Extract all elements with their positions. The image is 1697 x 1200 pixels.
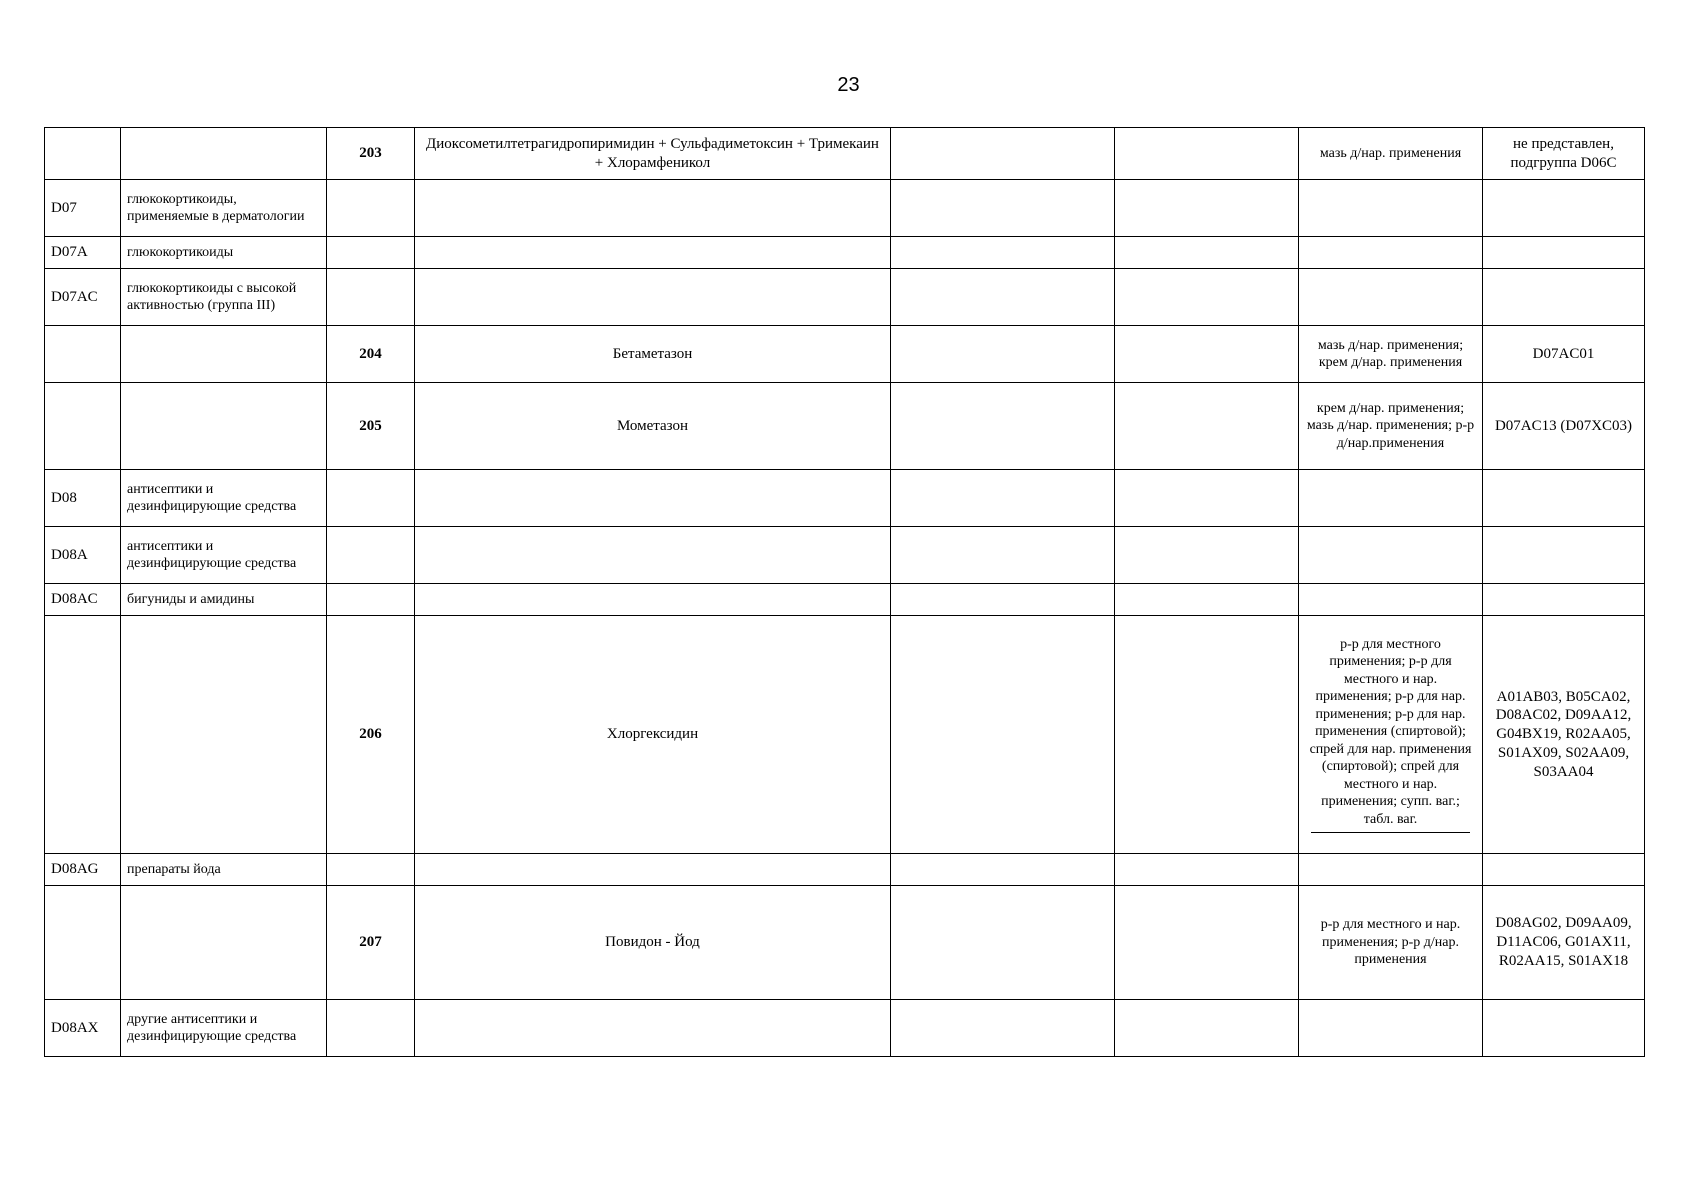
item-number-cell: 204: [327, 326, 415, 383]
empty-cell: [1115, 383, 1299, 470]
drug-name-cell: [415, 854, 891, 886]
atc-group-name-cell: [121, 616, 327, 854]
atc-code-cell: [1483, 527, 1645, 584]
atc-group-code-cell: [45, 616, 121, 854]
atc-code-cell: [1483, 269, 1645, 326]
atc-group-name-cell: препараты йода: [121, 854, 327, 886]
dosage-form-cell: мазь д/нар. применения; крем д/нар. применения: [1299, 326, 1483, 383]
empty-cell: [891, 128, 1115, 180]
empty-cell: [891, 326, 1115, 383]
atc-code-cell: A01AB03, B05CA02, D08AC02, D09AA12, G04BX19, R02AA05, S01AX09, S02AA09, S03AA04: [1483, 616, 1645, 854]
atc-group-name-cell: глюкокортикоиды: [121, 237, 327, 269]
drug-name-cell: [415, 237, 891, 269]
empty-cell: [891, 1000, 1115, 1057]
drug-name-cell: [415, 180, 891, 237]
drug-name-cell: Диоксометилтетрагидропиримидин + Сульфадиметоксин + Тримекаин + Хлорамфеникол: [415, 128, 891, 180]
dosage-form-cell: [1299, 237, 1483, 269]
item-number-cell: 207: [327, 886, 415, 1000]
item-number-cell: [327, 470, 415, 527]
empty-cell: [891, 383, 1115, 470]
drug-name-cell: [415, 1000, 891, 1057]
dosage-form-cell: [1299, 527, 1483, 584]
empty-cell: [1115, 886, 1299, 1000]
atc-group-name-cell: антисептики и дезинфицирующие средства: [121, 527, 327, 584]
atc-group-code-cell: [45, 326, 121, 383]
page-number: 23: [837, 74, 860, 96]
cell-divider: [1311, 832, 1470, 833]
drug-name-cell: Бетаметазон: [415, 326, 891, 383]
dosage-form-cell: [1299, 470, 1483, 527]
dosage-form-cell: [1299, 269, 1483, 326]
empty-cell: [891, 527, 1115, 584]
empty-cell: [1115, 269, 1299, 326]
atc-code-cell: [1483, 854, 1645, 886]
drug-name-cell: [415, 470, 891, 527]
atc-code-cell: D07AC13 (D07XC03): [1483, 383, 1645, 470]
empty-cell: [1115, 128, 1299, 180]
atc-group-code-cell: [45, 886, 121, 1000]
atc-code-cell: D08AG02, D09AA09, D11AC06, G01AX11, R02AA15, S01AX18: [1483, 886, 1645, 1000]
empty-cell: [1115, 854, 1299, 886]
item-number-cell: [327, 180, 415, 237]
item-number-cell: [327, 237, 415, 269]
table-row: [45, 616, 1645, 854]
table-row: [45, 1000, 1645, 1057]
dosage-form-cell: [1299, 854, 1483, 886]
dosage-form-cell: р-р для местного и нар. применения; р-р д/нар. применения: [1299, 886, 1483, 1000]
empty-cell: [891, 616, 1115, 854]
drug-name-cell: Хлоргексидин: [415, 616, 891, 854]
atc-code-cell: [1483, 237, 1645, 269]
item-number-cell: [327, 269, 415, 326]
table-row: [45, 269, 1645, 326]
empty-cell: [1115, 326, 1299, 383]
atc-group-code-cell: D08: [45, 470, 121, 527]
table-row: [45, 584, 1645, 616]
drug-name-cell: [415, 269, 891, 326]
atc-code-cell: [1483, 584, 1645, 616]
drug-name-cell: [415, 527, 891, 584]
empty-cell: [891, 886, 1115, 1000]
atc-group-name-cell: [121, 128, 327, 180]
drug-name-cell: [415, 584, 891, 616]
table-row: [45, 470, 1645, 527]
table-row: [45, 128, 1645, 180]
atc-group-name-cell: глюкокортикоиды, применяемые в дерматологии: [121, 180, 327, 237]
table-row: [45, 180, 1645, 237]
item-number-cell: 203: [327, 128, 415, 180]
atc-group-code-cell: [45, 383, 121, 470]
atc-group-name-cell: [121, 326, 327, 383]
empty-cell: [891, 584, 1115, 616]
item-number-cell: 206: [327, 616, 415, 854]
item-number-cell: [327, 584, 415, 616]
atc-group-name-cell: другие антисептики и дезинфицирующие средства: [121, 1000, 327, 1057]
dosage-form-cell: [1299, 1000, 1483, 1057]
atc-code-cell: [1483, 1000, 1645, 1057]
empty-cell: [1115, 237, 1299, 269]
atc-code-cell: не представлен, подгруппа D06C: [1483, 128, 1645, 180]
empty-cell: [1115, 180, 1299, 237]
atc-group-code-cell: D08AG: [45, 854, 121, 886]
dosage-form-cell: [1299, 584, 1483, 616]
atc-group-code-cell: D07A: [45, 237, 121, 269]
atc-group-name-cell: [121, 383, 327, 470]
atc-group-code-cell: D08A: [45, 527, 121, 584]
dosage-form-cell: [1299, 616, 1483, 854]
atc-group-code-cell: [45, 128, 121, 180]
table-row: [45, 326, 1645, 383]
atc-code-cell: [1483, 470, 1645, 527]
empty-cell: [891, 470, 1115, 527]
dosage-form-cell: крем д/нар. применения; мазь д/нар. применения; р-р д/нар.применения: [1299, 383, 1483, 470]
empty-cell: [891, 237, 1115, 269]
table-row: [45, 237, 1645, 269]
table-row: [45, 527, 1645, 584]
table-row: [45, 854, 1645, 886]
empty-cell: [1115, 527, 1299, 584]
drug-name-cell: Мометазон: [415, 383, 891, 470]
item-number-cell: [327, 854, 415, 886]
empty-cell: [891, 854, 1115, 886]
item-number-cell: [327, 1000, 415, 1057]
item-number-cell: 205: [327, 383, 415, 470]
dosage-form-cell: мазь д/нар. применения: [1299, 128, 1483, 180]
atc-group-name-cell: бигуниды и амидины: [121, 584, 327, 616]
drug-name-cell: Повидон - Йод: [415, 886, 891, 1000]
atc-group-code-cell: D08AC: [45, 584, 121, 616]
empty-cell: [1115, 1000, 1299, 1057]
atc-code-cell: D07AC01: [1483, 326, 1645, 383]
atc-group-name-cell: глюкокортикоиды с высокой активностью (группа III): [121, 269, 327, 326]
table-row: [45, 886, 1645, 1000]
atc-group-code-cell: D07: [45, 180, 121, 237]
atc-group-name-cell: антисептики и дезинфицирующие средства: [121, 470, 327, 527]
table-row: [45, 383, 1645, 470]
empty-cell: [1115, 584, 1299, 616]
dosage-form-text: р-р для местного применения; р-р для местного и нар. применения; р-р для нар. применения; р-р для нар. применения (спиртовой); спрей для нар. применения (спиртовой); спрей для местного и нар. применения; супп. ваг.; табл. ваг.: [1309, 636, 1472, 827]
empty-cell: [1115, 616, 1299, 854]
empty-cell: [1115, 470, 1299, 527]
drug-registry-table: [44, 127, 1645, 1057]
dosage-form-cell: [1299, 180, 1483, 237]
atc-group-code-cell: D07AC: [45, 269, 121, 326]
atc-group-name-cell: [121, 886, 327, 1000]
atc-code-cell: [1483, 180, 1645, 237]
item-number-cell: [327, 527, 415, 584]
empty-cell: [891, 269, 1115, 326]
empty-cell: [891, 180, 1115, 237]
atc-group-code-cell: D08AX: [45, 1000, 121, 1057]
